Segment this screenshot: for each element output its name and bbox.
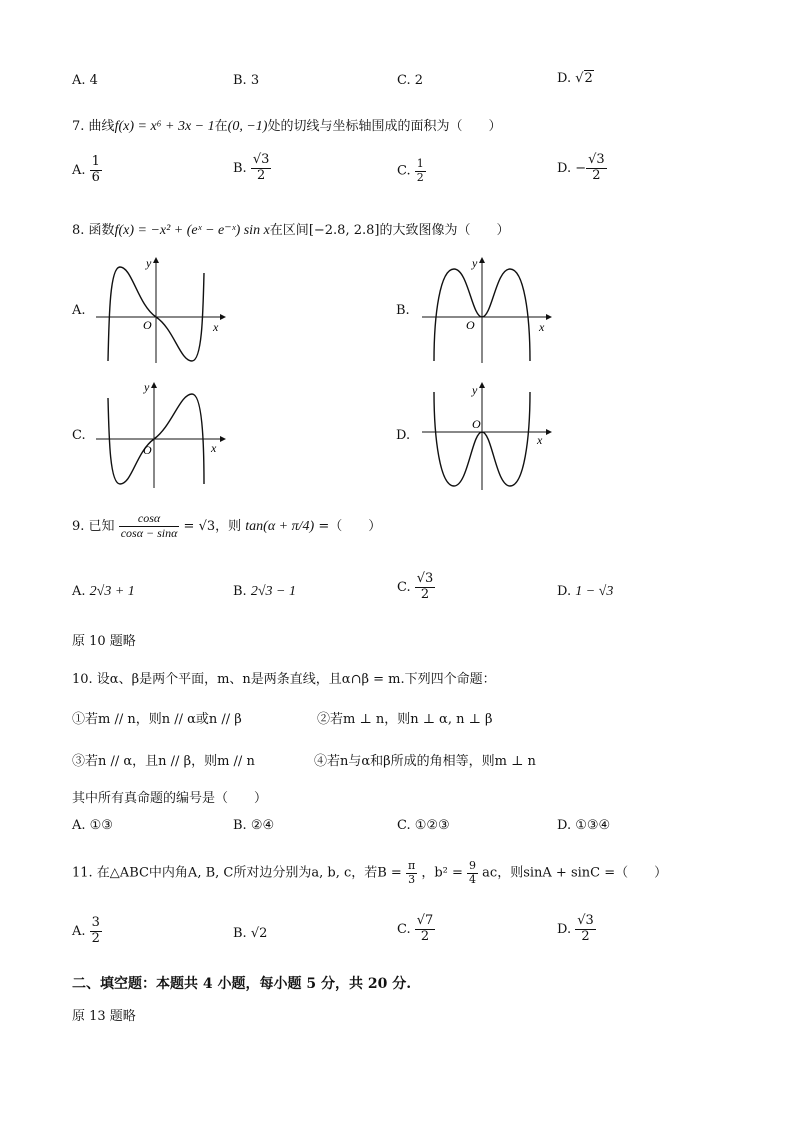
q10-option-d: D. ①③④ <box>557 818 611 833</box>
graph-d <box>418 382 553 492</box>
question-7: 7. 曲线f(x) = x⁶ + 3x − 1在(0, −1)处的切线与坐标轴围成的面积为（ ） <box>72 119 502 134</box>
graph-b-y-label: y <box>472 256 478 270</box>
proposition-3: ③若n // α，且n // β，则m // n <box>72 754 255 769</box>
q11-option-a: A. $\frac{3}{2}$ <box>72 915 100 946</box>
q7-option-d: D. − $\frac{√3}{2}$ <box>557 152 605 183</box>
q10-option-c: C. ①②③ <box>397 818 450 833</box>
proposition-1: ①若m // n，则n // α或n // β <box>72 712 242 727</box>
graph-b <box>418 255 553 365</box>
graph-c-y-label: y <box>144 380 150 394</box>
graph-a-y-label: y <box>146 256 152 270</box>
q9-option-a: A. 2√3 + 1 <box>72 584 135 599</box>
q10-option-a: A. ①③ <box>72 818 113 833</box>
graph-b-label: B. <box>396 303 410 318</box>
q11-option-b: B. √2 <box>233 926 268 941</box>
graph-c-origin: O <box>143 443 152 457</box>
graph-b-x-label: x <box>539 320 545 334</box>
omitted-question-13: 原 13 题略 <box>72 1009 136 1024</box>
q6-option-b: B. 3 <box>233 73 260 88</box>
graph-c <box>92 380 227 490</box>
question-11: 11. 在△ABC中内角A, B, C所对边分别为a, b, c，若B = $\frac{\pi}{3}$ ，b² = $\frac{9}{4}$ ac，则sinA + sinC =（ ） <box>72 859 668 886</box>
graph-c-label: C. <box>72 428 86 443</box>
q6-option-a: A. 4 <box>72 73 98 88</box>
q9-option-b: B. 2√3 − 1 <box>233 584 296 599</box>
graph-d-origin: O <box>472 417 481 431</box>
graph-a-origin: O <box>143 318 152 332</box>
section-2-heading: 二、填空题：本题共 4 小题，每小题 5 分，共 20 分. <box>72 976 412 992</box>
q9-option-d: D. 1 − √3 <box>557 584 614 599</box>
question-8: 8. 函数f(x) = −x² + (eˣ − e⁻ˣ) sin x在区间[−2.8, 2.8]的大致图像为（ ） <box>72 223 510 238</box>
graph-d-label: D. <box>396 428 411 443</box>
graph-c-x-label: x <box>211 441 217 455</box>
q7-option-b: B. $\frac{√3}{2}$ <box>233 152 270 183</box>
question-10-stem: 10. 设α、β是两个平面，m、n是两条直线，且α∩β = m.下列四个命题： <box>72 672 496 687</box>
question-10-ask: 其中所有真命题的编号是（ ） <box>72 791 268 806</box>
question-9: 9. 已知 $\frac{\cos\alpha}{\cos\alpha - \sin\alpha}$ = √3，则 tan(α + π/4) =（ ） <box>72 511 382 540</box>
proposition-2: ②若m ⊥ n，则n ⊥ α, n ⊥ β <box>317 712 493 727</box>
omitted-question-10: 原 10 题略 <box>72 634 136 649</box>
q9-option-c: C. $\frac{√3}{2}$ <box>397 571 434 602</box>
q6-option-c: C. 2 <box>397 73 424 88</box>
q11-option-c: C. $\frac{√7}{2}$ <box>397 913 434 944</box>
graph-a-label: A. <box>72 303 86 318</box>
sqrt-symbol: √2 <box>575 71 593 86</box>
graph-d-x-label: x <box>537 433 543 447</box>
q6-option-d: D. √2 <box>557 71 593 86</box>
proposition-4: ④若n与α和β所成的角相等，则m ⊥ n <box>314 754 536 769</box>
q7-option-c: C. $\frac{1}{2}$ <box>397 157 424 184</box>
q7-option-a: A. $\frac{1}{6}$ <box>72 154 100 185</box>
graph-a <box>92 255 227 365</box>
graph-b-origin: O <box>466 318 475 332</box>
q11-option-d: D. $\frac{√3}{2}$ <box>557 913 594 944</box>
q10-option-b: B. ②④ <box>233 818 275 833</box>
graph-d-y-label: y <box>472 383 478 397</box>
graph-a-x-label: x <box>213 320 219 334</box>
